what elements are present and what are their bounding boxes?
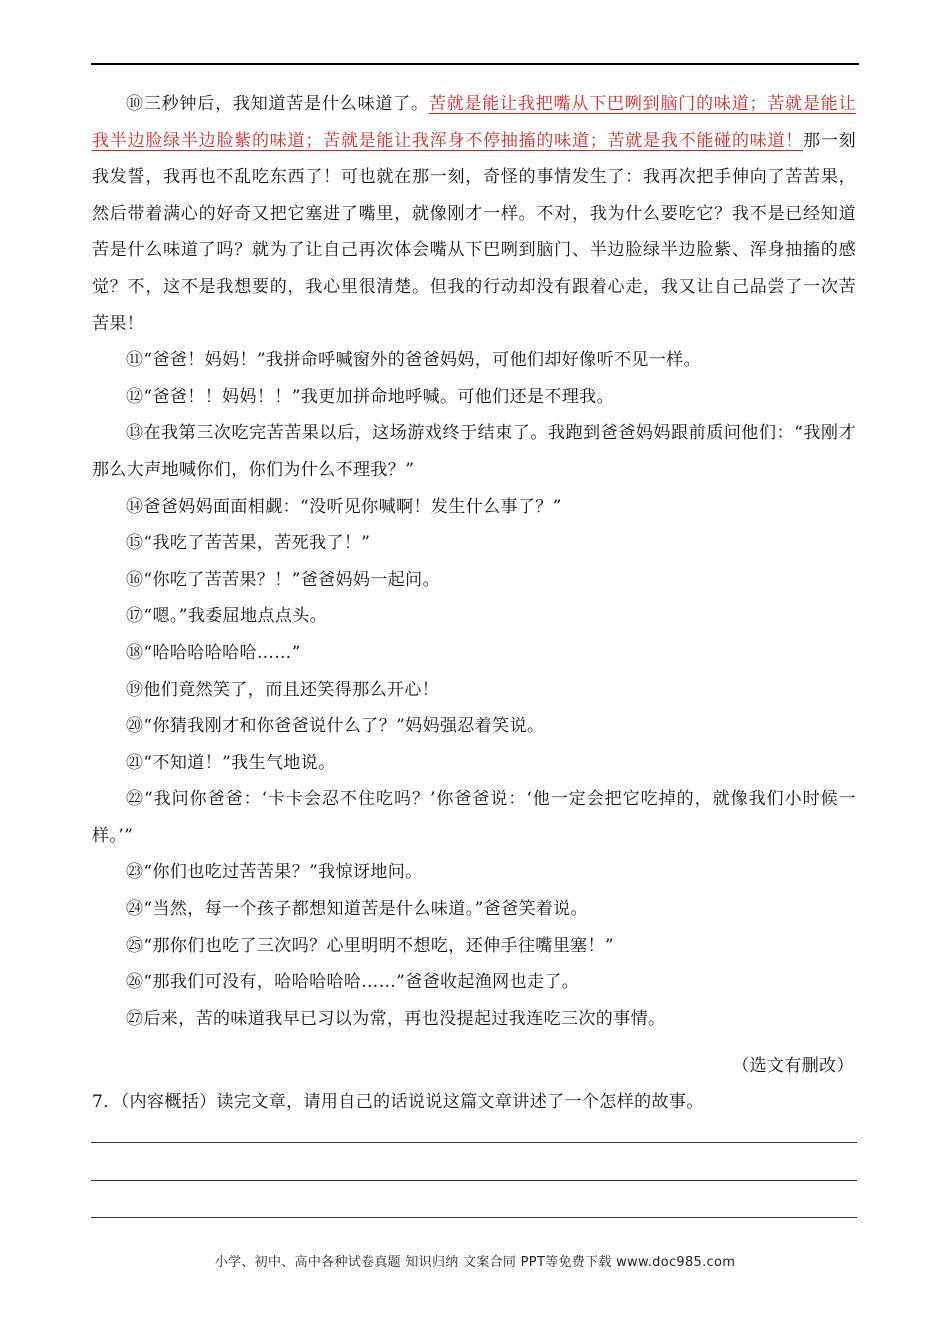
- paragraph-10-lead: ⑩三秒钟后，我知道苦是什么味道了。: [126, 94, 429, 114]
- answer-line-1[interactable]: [91, 1142, 857, 1143]
- paragraph-17: ⑰“嗯。”我委屈地点点头。: [126, 606, 328, 627]
- highlighted-sentence: 苦就是能让我把嘴从下巴咧到脑门的味道；苦就是能让我半边脸绿半边脸紫的味道；苦就是能让我浑身不停抽搐的味道；苦就是我不能碰的味道！: [92, 94, 856, 151]
- header-rule: [91, 63, 859, 65]
- paragraph-20: ⑳“你猜我刚才和你爸爸说什么了？”妈妈强忍着笑说。: [126, 716, 545, 737]
- paragraph-16: ⑯“你吃了苦苦果？！”爸爸妈妈一起问。: [126, 569, 440, 590]
- answer-line-3[interactable]: [91, 1217, 857, 1218]
- paragraph-26: ㉖“那我们可没有，哈哈哈哈哈……”爸爸收起渔网也走了。: [126, 972, 580, 993]
- paragraph-13: ⑬在我第三次吃完苦苦果以后，这场游戏终于结束了。我跑到爸爸妈妈跟前质问他们：“我刚才那么大声地喊你们，你们为什么不理我？”: [92, 423, 856, 480]
- paragraph-10-rest: 那一刻我发誓，我再也不乱吃东西了！可也就在那一刻，奇怪的事情发生了：我再次把手伸向了苦苦果，然后带着满心的好奇又把它塞进了嘴里，就像刚才一样。不对，我为什么要吃它？我不是已经知道苦是什么味道了吗？就为了让自己再次体会嘴从下巴咧到脑门、半边脸绿半边脸紫、浑身抽搐的感觉？不，这不是我想要的，我心里很清楚。但我的行动却没有跟着心走，我又让自己品尝了一次苦苦果！: [92, 130, 856, 334]
- paragraph-18: ⑱“哈哈哈哈哈哈……”: [126, 642, 301, 663]
- paragraph-14: ⑭爸爸妈妈面面相觑：“没听见你喊啊！发生什么事了？”: [126, 496, 562, 517]
- paragraph-24: ㉔“当然，每一个孩子都想知道苦是什么味道。”爸爸笑着说。: [126, 899, 589, 920]
- paragraph-25: ㉕“那你们也吃了三次吗？心里明明不想吃，还伸手往嘴里塞！”: [126, 935, 614, 956]
- source-note: （选文有删改）: [732, 1056, 854, 1076]
- footer-text: 小学、初中、高中各种试卷真题 知识归纳 文案合同 PPT等免费下载 www.doc985.com: [214, 1255, 736, 1270]
- paragraph-23: ㉓“你们也吃过苦苦果？”我惊讶地问。: [126, 862, 423, 883]
- answer-line-2[interactable]: [91, 1180, 857, 1181]
- paragraph-27: ㉗后来，苦的味道我早已习以为常，再也没提起过我连吃三次的事情。: [126, 1008, 666, 1029]
- paragraph-15: ⑮“我吃了苦苦果，苦死我了！”: [126, 533, 371, 554]
- paragraph-19: ⑲他们竟然笑了，而且还笑得那么开心！: [126, 679, 440, 700]
- question-7: 7．（内容概括）读完文章，请用自己的话说说这篇文章讲述了一个怎样的故事。: [92, 1092, 704, 1112]
- paragraph-11: ⑪“爸爸！妈妈！”我拼命呼喊窗外的爸爸妈妈，可他们却好像听不见一样。: [126, 350, 701, 371]
- article-body: [92, 86, 856, 1037]
- paragraph-12: ⑫“爸爸！！妈妈！！”我更加拼命地呼喊。可他们还是不理我。: [126, 386, 614, 407]
- paragraph-10: [92, 86, 856, 342]
- paragraph-22: ㉒“我问你爸爸：‘卡卡会忍不住吃吗？’你爸爸说：‘他一定会把它吃掉的，就像我们小时候一样。’”: [92, 789, 856, 846]
- paragraph-21: ㉑“不知道！”我生气地说。: [126, 752, 336, 773]
